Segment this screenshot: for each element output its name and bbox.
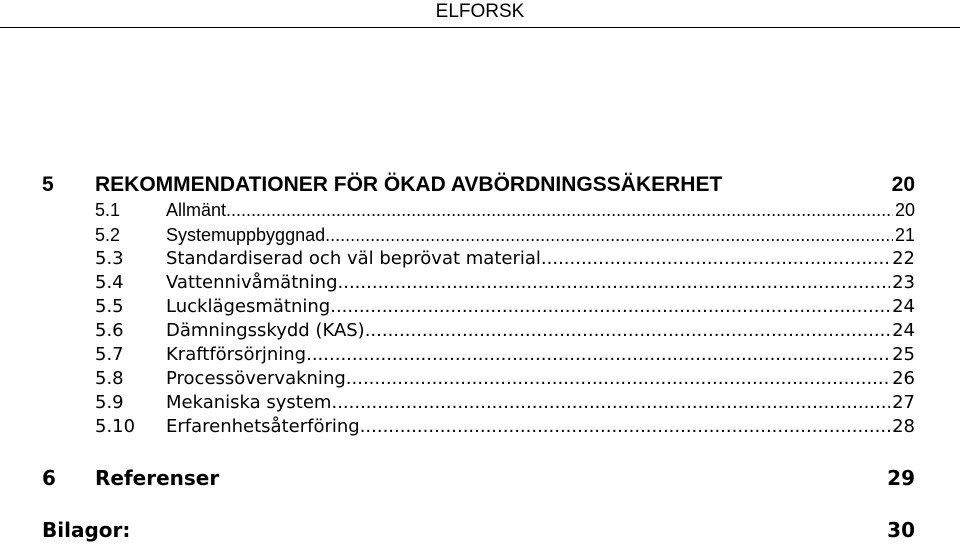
chapter-page: 20 (891, 173, 915, 196)
section-number: 5.8 (95, 368, 124, 389)
dot-leader (541, 247, 890, 271)
chapter-title: REKOMMENDATIONER FÖR ÖKAD AVBÖRDNINGSSÄKERHET (95, 173, 723, 196)
section-page: 21 (894, 225, 915, 245)
chapter-page: 30 (887, 518, 915, 542)
dot-leader (325, 223, 893, 247)
section-number: 5.9 (95, 392, 124, 413)
dot-leader (330, 295, 890, 319)
section-title: Kraftförsörjning (166, 344, 307, 365)
toc-entry-5-9[interactable] (95, 391, 915, 415)
dot-leader (338, 271, 891, 295)
toc-chapter-6[interactable] (42, 465, 915, 491)
section-number: 5.3 (95, 248, 124, 269)
dot-leader (331, 391, 890, 415)
chapter-title: Referenser (95, 466, 220, 490)
toc-entry-5-10[interactable] (95, 415, 915, 439)
section-title: Vattennivåmätning (166, 272, 338, 293)
dot-leader (226, 198, 893, 222)
toc-entry-5-3[interactable] (95, 247, 915, 271)
toc-entry-5-8[interactable] (95, 367, 915, 391)
section-page: 24 (892, 320, 915, 341)
section-title: Mekaniska system (166, 392, 332, 413)
section-title: Dämningsskydd (KAS) (166, 320, 365, 341)
section-page: 24 (892, 296, 915, 317)
section-title: Lucklägesmätning (166, 296, 331, 317)
header-title: ELFORSK (435, 1, 525, 22)
toc-entry-5-6[interactable] (95, 319, 915, 343)
dot-leader (365, 319, 890, 343)
toc-entry-5-4[interactable] (95, 271, 915, 295)
section-number: 5.4 (95, 272, 124, 293)
section-number: 5.10 (95, 416, 136, 437)
chapter-page: 29 (887, 466, 915, 490)
chapter-number: 5 (42, 173, 54, 196)
section-page: 22 (892, 248, 915, 269)
toc-entry-5-5[interactable] (95, 295, 915, 319)
section-title: Allmänt (166, 200, 227, 220)
dot-leader (360, 415, 890, 439)
toc-entry-5-7[interactable] (95, 343, 915, 367)
chapter-title: Bilagor: (42, 518, 131, 542)
section-page: 28 (892, 416, 915, 437)
toc-chapter-5[interactable] (42, 172, 915, 198)
section-number: 5.5 (95, 296, 124, 317)
section-number: 5.2 (95, 225, 121, 245)
toc-appendices[interactable] (42, 517, 915, 543)
section-title: Standardiserad och väl beprövat material (166, 248, 541, 269)
section-page: 27 (892, 392, 915, 413)
section-page: 20 (894, 200, 915, 220)
toc-entry-5-2[interactable] (95, 223, 915, 247)
section-title: Processövervakning (166, 368, 346, 389)
dot-leader (346, 367, 890, 391)
section-number: 5.7 (95, 344, 124, 365)
section-number: 5.6 (95, 320, 124, 341)
section-number: 5.1 (95, 200, 121, 220)
dot-leader (306, 343, 890, 367)
chapter-number: 6 (42, 466, 56, 490)
section-title: Erfarenhetsåterföring (166, 416, 360, 437)
section-page: 25 (892, 344, 915, 365)
section-title: Systemuppbyggnad (166, 225, 326, 245)
section-page: 26 (892, 368, 915, 389)
section-page: 23 (892, 272, 915, 293)
toc-entry-5-1[interactable] (95, 198, 915, 222)
